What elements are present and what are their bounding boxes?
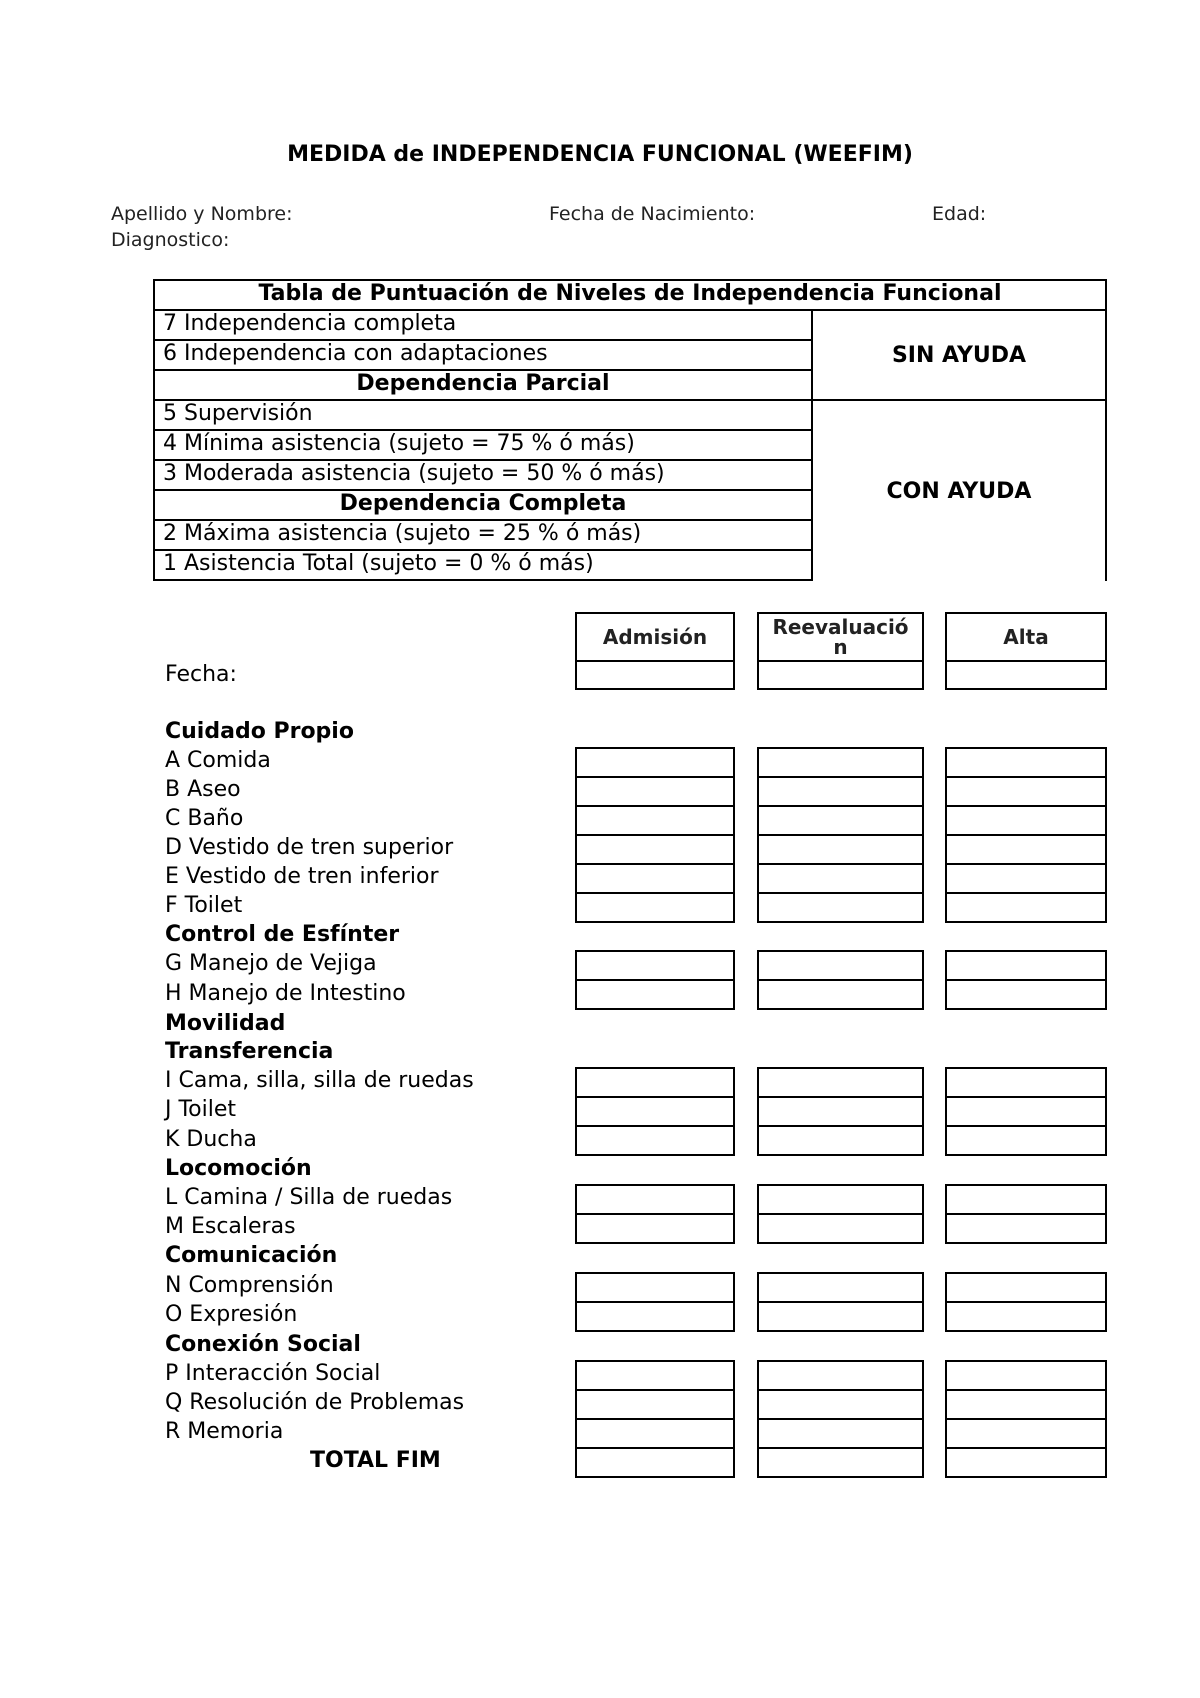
item-c-label: C Baño — [165, 806, 244, 831]
fecha-reevaluacion-box[interactable] — [757, 660, 924, 690]
score-g-reevaluacion[interactable] — [757, 950, 924, 981]
scale-group-completa: Dependencia Completa — [153, 489, 813, 521]
item-o-label: O Expresión — [165, 1302, 298, 1327]
score-f-admision[interactable] — [575, 892, 735, 923]
score-k-admision[interactable] — [575, 1125, 735, 1156]
sin-ayuda-cell — [813, 309, 1107, 401]
score-k-reevaluacion[interactable] — [757, 1125, 924, 1156]
fecha-alta-box[interactable] — [945, 660, 1107, 690]
score-i-admision[interactable] — [575, 1067, 735, 1098]
column-admision: Admisión — [575, 612, 735, 662]
score-l-alta[interactable] — [945, 1184, 1107, 1215]
fecha-label: Fecha: — [165, 662, 237, 687]
section-movilidad: Movilidad — [165, 1011, 286, 1036]
score-e-alta[interactable] — [945, 863, 1107, 894]
score-n-admision[interactable] — [575, 1272, 735, 1303]
score-p-reevaluacion[interactable] — [757, 1360, 924, 1391]
score-m-reevaluacion[interactable] — [757, 1213, 924, 1244]
diagnosis-label: Diagnostico: — [111, 229, 230, 251]
score-j-admision[interactable] — [575, 1096, 735, 1127]
score-q-alta[interactable] — [945, 1389, 1107, 1420]
score-d-alta[interactable] — [945, 834, 1107, 865]
score-i-alta[interactable] — [945, 1067, 1107, 1098]
score-f-alta[interactable] — [945, 892, 1107, 923]
item-a-label: A Comida — [165, 748, 271, 773]
score-b-admision[interactable] — [575, 776, 735, 807]
score-g-admision[interactable] — [575, 950, 735, 981]
scale-row-3: 3 Moderada asistencia (sujeto = 50 % ó más) — [153, 459, 813, 491]
column-reevaluacion: Reevaluació n — [757, 612, 924, 662]
score-n-reevaluacion[interactable] — [757, 1272, 924, 1303]
score-a-alta[interactable] — [945, 747, 1107, 778]
score-i-reevaluacion[interactable] — [757, 1067, 924, 1098]
score-e-admision[interactable] — [575, 863, 735, 894]
item-p-label: P Interacción Social — [165, 1361, 381, 1386]
total-fim-alta[interactable] — [945, 1447, 1107, 1478]
item-n-label: N Comprensión — [165, 1273, 334, 1298]
score-o-admision[interactable] — [575, 1301, 735, 1332]
scale-row-7: 7 Independencia completa — [153, 309, 813, 341]
score-e-reevaluacion[interactable] — [757, 863, 924, 894]
section-comunicacion: Comunicación — [165, 1243, 338, 1268]
section-locomocion: Locomoción — [165, 1156, 312, 1181]
item-m-label: M Escaleras — [165, 1214, 296, 1239]
score-a-reevaluacion[interactable] — [757, 747, 924, 778]
score-r-alta[interactable] — [945, 1418, 1107, 1449]
item-r-label: R Memoria — [165, 1419, 284, 1444]
score-l-reevaluacion[interactable] — [757, 1184, 924, 1215]
item-e-label: E Vestido de tren inferior — [165, 864, 439, 889]
scale-row-1: 1 Asistencia Total (sujeto = 0 % ó más) — [153, 549, 813, 581]
score-f-reevaluacion[interactable] — [757, 892, 924, 923]
scale-row-2: 2 Máxima asistencia (sujeto = 25 % ó más) — [153, 519, 813, 551]
column-alta: Alta — [945, 612, 1107, 662]
item-g-label: G Manejo de Vejiga — [165, 951, 377, 976]
score-b-alta[interactable] — [945, 776, 1107, 807]
item-b-label: B Aseo — [165, 777, 241, 802]
scale-table-heading: Tabla de Puntuación de Niveles de Independencia Funcional — [153, 279, 1107, 311]
score-r-reevaluacion[interactable] — [757, 1418, 924, 1449]
score-l-admision[interactable] — [575, 1184, 735, 1215]
score-d-admision[interactable] — [575, 834, 735, 865]
con-ayuda-label: CON AYUDA — [886, 478, 1032, 504]
score-a-admision[interactable] — [575, 747, 735, 778]
score-r-admision[interactable] — [575, 1418, 735, 1449]
score-h-reevaluacion[interactable] — [757, 979, 924, 1010]
item-i-label: I Cama, silla, silla de ruedas — [165, 1068, 474, 1093]
score-m-admision[interactable] — [575, 1213, 735, 1244]
score-d-reevaluacion[interactable] — [757, 834, 924, 865]
scale-row-5: 5 Supervisión — [153, 399, 813, 431]
score-c-alta[interactable] — [945, 805, 1107, 836]
item-l-label: L Camina / Silla de ruedas — [165, 1185, 453, 1210]
score-o-reevaluacion[interactable] — [757, 1301, 924, 1332]
total-fim-reevaluacion[interactable] — [757, 1447, 924, 1478]
score-h-alta[interactable] — [945, 979, 1107, 1010]
scale-row-6: 6 Independencia con adaptaciones — [153, 339, 813, 371]
sin-ayuda-label: SIN AYUDA — [891, 342, 1027, 368]
page-title: MEDIDA de INDEPENDENCIA FUNCIONAL (WEEFIM) — [287, 142, 913, 167]
section-control-esfinter: Control de Esfínter — [165, 922, 400, 947]
item-q-label: Q Resolución de Problemas — [165, 1390, 465, 1415]
item-k-label: K Ducha — [165, 1127, 257, 1152]
con-ayuda-cell — [813, 399, 1107, 581]
score-h-admision[interactable] — [575, 979, 735, 1010]
item-j-label: J Toilet — [165, 1097, 237, 1122]
score-p-admision[interactable] — [575, 1360, 735, 1391]
name-label: Apellido y Nombre: — [111, 203, 293, 225]
section-conexion-social: Conexión Social — [165, 1332, 361, 1357]
item-f-label: F Toilet — [165, 893, 243, 918]
score-j-alta[interactable] — [945, 1096, 1107, 1127]
item-d-label: D Vestido de tren superior — [165, 835, 454, 860]
section-cuidado-propio: Cuidado Propio — [165, 719, 354, 744]
total-fim-label: TOTAL FIM — [310, 1448, 441, 1473]
fecha-admision-box[interactable] — [575, 660, 735, 690]
birth-date-label: Fecha de Nacimiento: — [549, 203, 756, 225]
scale-table — [153, 279, 1107, 581]
total-fim-admision[interactable] — [575, 1447, 735, 1478]
score-n-alta[interactable] — [945, 1272, 1107, 1303]
score-c-admision[interactable] — [575, 805, 735, 836]
scale-group-parcial: Dependencia Parcial — [153, 369, 813, 401]
score-q-admision[interactable] — [575, 1389, 735, 1420]
score-o-alta[interactable] — [945, 1301, 1107, 1332]
score-k-alta[interactable] — [945, 1125, 1107, 1156]
age-label: Edad: — [932, 203, 987, 225]
scale-row-4: 4 Mínima asistencia (sujeto = 75 % ó más) — [153, 429, 813, 461]
score-p-alta[interactable] — [945, 1360, 1107, 1391]
score-q-reevaluacion[interactable] — [757, 1389, 924, 1420]
score-j-reevaluacion[interactable] — [757, 1096, 924, 1127]
score-m-alta[interactable] — [945, 1213, 1107, 1244]
section-transferencia: Transferencia — [165, 1039, 334, 1064]
score-g-alta[interactable] — [945, 950, 1107, 981]
score-c-reevaluacion[interactable] — [757, 805, 924, 836]
score-b-reevaluacion[interactable] — [757, 776, 924, 807]
item-h-label: H Manejo de Intestino — [165, 981, 406, 1006]
